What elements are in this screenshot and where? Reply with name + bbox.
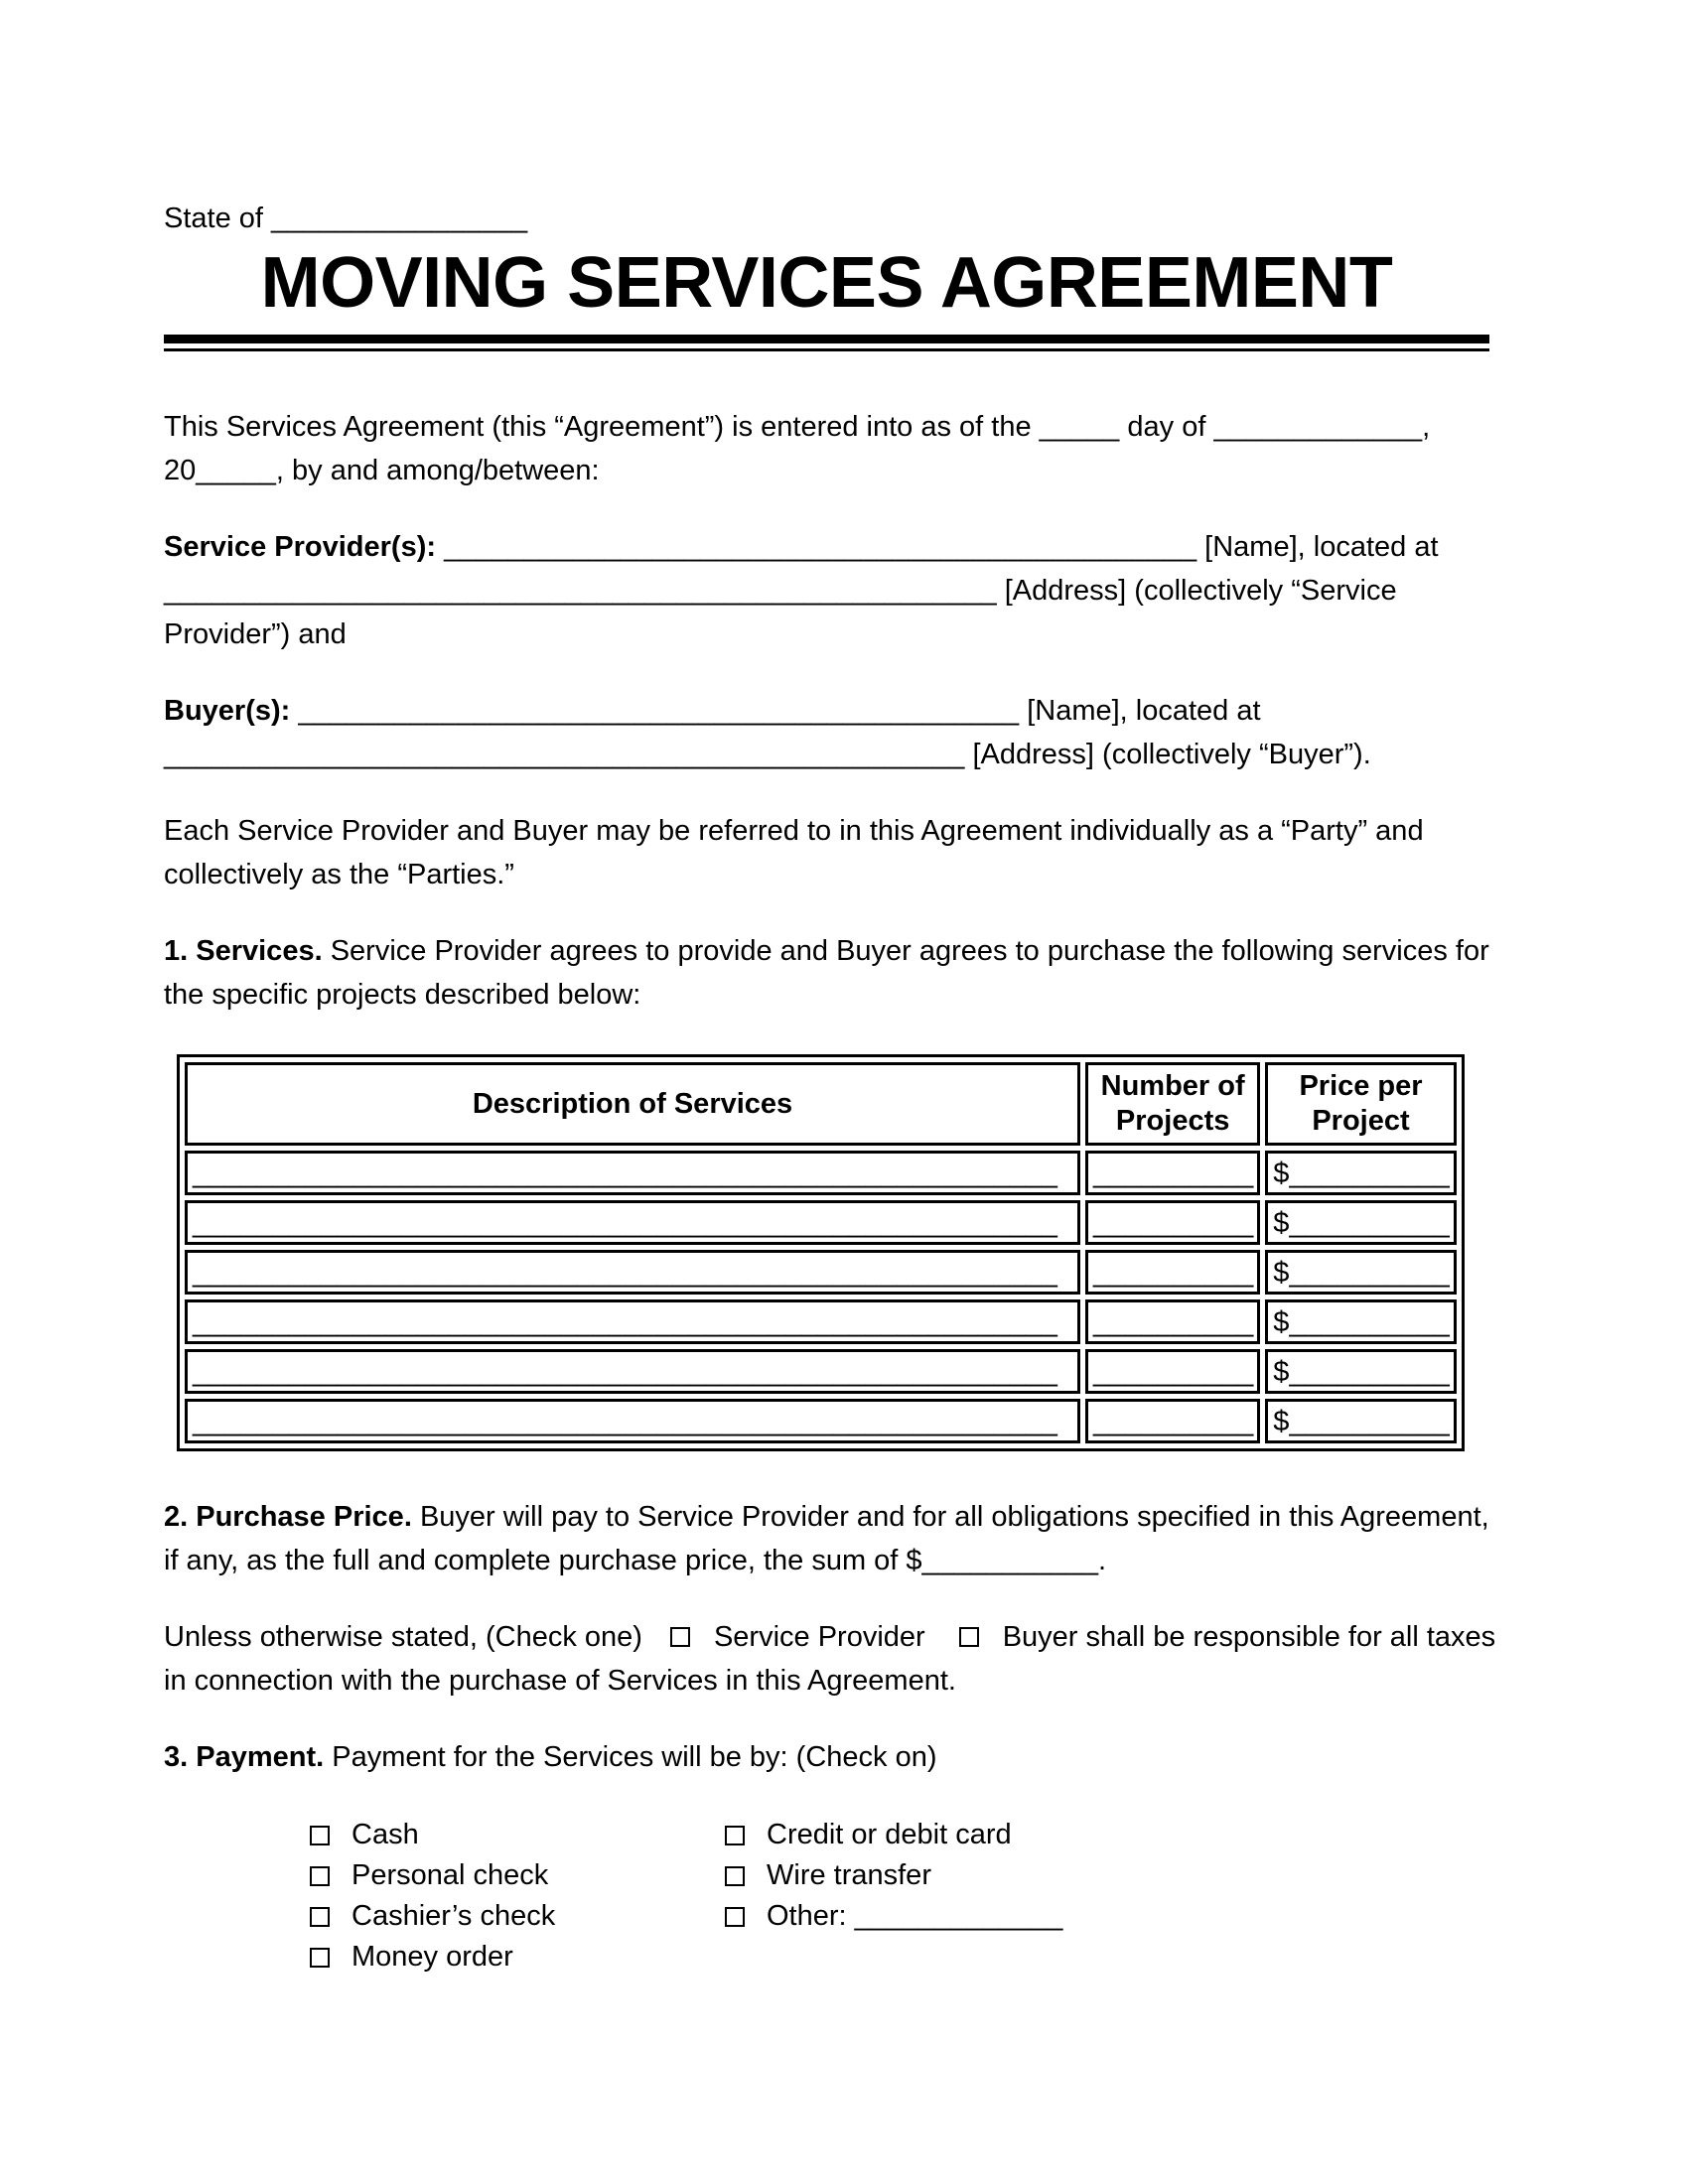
table-row — [185, 1299, 1457, 1344]
buyer-name-blank-field[interactable]: _____________________________________________ — [298, 695, 1020, 727]
dollar-sign: $ — [1273, 1306, 1290, 1338]
services-paragraph — [164, 929, 1489, 1017]
purchase-price-line-2 — [164, 1539, 1489, 1582]
price-blank-field[interactable]: __________ — [1289, 1306, 1450, 1338]
description-cell[interactable] — [185, 1200, 1080, 1245]
payment-paragraph — [164, 1735, 1489, 1779]
other-label — [767, 1900, 1062, 1933]
state-of-line — [164, 197, 1489, 240]
service-provider-line-3 — [164, 613, 1489, 656]
buyer-paragraph — [164, 689, 1489, 776]
table-row — [185, 1151, 1457, 1195]
price-blank-field[interactable]: __________ — [1289, 1207, 1450, 1239]
number-cell[interactable] — [1085, 1151, 1260, 1195]
description-blank-field[interactable]: ______________________________________________________ — [193, 1207, 1057, 1239]
services-section-label: 1. Services. — [164, 935, 331, 967]
taxes-line-2: in connection with the purchase of Services in this Agreement. — [164, 1665, 956, 1697]
payment-options-left-column — [310, 1815, 725, 1978]
purchase-price-text: if any, as the full and complete purchase price, the sum of $ — [164, 1545, 922, 1576]
price-cell[interactable] — [1265, 1349, 1456, 1394]
state-blank-field[interactable]: ________________ — [271, 203, 528, 234]
table-row — [185, 1200, 1457, 1245]
list-item — [310, 1896, 725, 1937]
taxes-line-1 — [164, 1615, 1496, 1659]
purchase-price-section-label: 2. Purchase Price. — [164, 1501, 420, 1533]
description-cell[interactable] — [185, 1250, 1080, 1295]
intro-text: , — [1422, 411, 1431, 443]
intro-text: 20 — [164, 455, 197, 486]
state-of-label: State of — [164, 203, 272, 234]
column-header-description: Description of Services — [185, 1062, 1080, 1146]
cashiers-check-label: Cashier’s check — [352, 1900, 556, 1932]
buyer-text: [Name], located at — [1019, 695, 1261, 727]
services-table — [177, 1054, 1465, 1451]
number-blank-field[interactable]: __________ — [1093, 1306, 1254, 1338]
dollar-sign: $ — [1273, 1406, 1290, 1437]
services-text: Service Provider agrees to provide and Buyer agrees to purchase the following services for — [330, 935, 1489, 967]
service-provider-line-1 — [164, 525, 1489, 569]
buyer-line-1 — [164, 689, 1489, 733]
dollar-sign: $ — [1273, 1158, 1290, 1189]
cashiers-check-checkbox[interactable] — [310, 1907, 330, 1927]
other-blank-field[interactable]: _____________ — [854, 1900, 1063, 1932]
services-line-1 — [164, 929, 1489, 973]
service-provider-text: Provider”) and — [164, 618, 347, 650]
personal-check-label: Personal check — [352, 1859, 549, 1891]
services-line-2 — [164, 973, 1489, 1017]
cash-label: Cash — [352, 1819, 419, 1850]
service-provider-label: Service Provider(s): — [164, 531, 445, 563]
service-provider-address-blank-field[interactable]: ____________________________________________________ — [164, 575, 997, 607]
cash-checkbox[interactable] — [310, 1826, 330, 1845]
purchase-price-text: Buyer will pay to Service Provider and for all obligations specified in this Agreement, — [419, 1501, 1489, 1533]
list-item — [725, 1896, 1062, 1937]
price-blank-field[interactable]: __________ — [1289, 1158, 1450, 1189]
number-blank-field[interactable]: __________ — [1093, 1158, 1254, 1189]
taxes-option-service-provider-label: Service Provider — [713, 1621, 925, 1653]
intro-paragraph — [164, 405, 1489, 492]
number-blank-field[interactable]: __________ — [1093, 1207, 1254, 1239]
payment-text: Payment for the Services will be by: (Check on) — [332, 1741, 937, 1773]
year-blank-field[interactable]: _____ — [196, 455, 276, 486]
title-divider — [164, 335, 1489, 351]
dollar-sign: $ — [1273, 1356, 1290, 1388]
list-item — [310, 1855, 725, 1896]
services-table-header-row — [185, 1062, 1457, 1146]
description-blank-field[interactable]: ______________________________________________________ — [193, 1406, 1057, 1437]
parties-paragraph — [164, 809, 1489, 896]
purchase-price-line-1 — [164, 1495, 1489, 1539]
column-header-number-of-projects: Number of Projects — [1085, 1062, 1260, 1146]
list-item — [725, 1855, 1062, 1896]
payment-options-list — [310, 1815, 1489, 1978]
dollar-sign: $ — [1273, 1207, 1290, 1239]
number-cell[interactable] — [1085, 1200, 1260, 1245]
table-row — [185, 1349, 1457, 1394]
taxes-text: Buyer shall be responsible for all taxes — [1002, 1621, 1496, 1653]
price-cell[interactable] — [1265, 1151, 1456, 1195]
number-cell[interactable] — [1085, 1250, 1260, 1295]
description-cell[interactable] — [185, 1299, 1080, 1344]
service-provider-text: [Address] (collectively “Service — [996, 575, 1397, 607]
column-header-price-per-project: Price per Project — [1265, 1062, 1456, 1146]
description-cell[interactable] — [185, 1151, 1080, 1195]
description-blank-field[interactable]: ______________________________________________________ — [193, 1158, 1057, 1189]
taxes-paragraph — [164, 1615, 1496, 1703]
credit-or-debit-card-label: Credit or debit card — [767, 1819, 1012, 1850]
purchase-price-paragraph — [164, 1495, 1489, 1582]
money-order-label: Money order — [352, 1941, 513, 1973]
day-blank-field[interactable]: _____ — [1039, 411, 1120, 443]
number-cell[interactable] — [1085, 1299, 1260, 1344]
buyer-checkbox[interactable] — [959, 1627, 979, 1647]
purchase-price-text: . — [1097, 1545, 1107, 1576]
description-cell[interactable] — [185, 1399, 1080, 1443]
price-blank-field[interactable]: __________ — [1289, 1356, 1450, 1388]
purchase-sum-blank-field[interactable]: ___________ — [921, 1545, 1098, 1576]
description-blank-field[interactable]: ______________________________________________________ — [193, 1356, 1057, 1388]
dollar-sign: $ — [1273, 1257, 1290, 1289]
price-cell[interactable] — [1265, 1250, 1456, 1295]
price-blank-field[interactable]: __________ — [1289, 1406, 1450, 1437]
personal-check-checkbox[interactable] — [310, 1866, 330, 1886]
description-blank-field[interactable]: ______________________________________________________ — [193, 1306, 1057, 1338]
wire-transfer-checkbox[interactable] — [725, 1866, 745, 1886]
parties-line-2: collectively as the “Parties.” — [164, 859, 514, 890]
table-row — [185, 1399, 1457, 1443]
taxes-text: Unless otherwise stated, (Check one) — [164, 1621, 642, 1653]
price-blank-field[interactable]: __________ — [1289, 1257, 1450, 1289]
service-provider-paragraph — [164, 525, 1489, 656]
payment-line — [164, 1735, 1489, 1779]
price-cell[interactable] — [1265, 1399, 1456, 1443]
intro-text: day of — [1119, 411, 1214, 443]
intro-line-2 — [164, 449, 1489, 492]
service-provider-text: [Name], located at — [1196, 531, 1439, 563]
wire-transfer-label: Wire transfer — [767, 1859, 931, 1891]
credit-or-debit-card-checkbox[interactable] — [725, 1826, 745, 1845]
payment-section-label: 3. Payment. — [164, 1741, 333, 1773]
service-provider-checkbox[interactable] — [670, 1627, 690, 1647]
number-blank-field[interactable]: __________ — [1093, 1356, 1254, 1388]
buyer-line-2 — [164, 733, 1489, 776]
list-item — [310, 1815, 725, 1855]
service-provider-line-2 — [164, 569, 1489, 613]
price-cell[interactable] — [1265, 1299, 1456, 1344]
number-blank-field[interactable]: __________ — [1093, 1406, 1254, 1437]
buyer-text: [Address] (collectively “Buyer”). — [964, 739, 1371, 770]
intro-text: This Services Agreement (this “Agreement”) is entered into as of the — [164, 411, 1040, 443]
description-cell[interactable] — [185, 1349, 1080, 1394]
description-blank-field[interactable]: ______________________________________________________ — [193, 1257, 1057, 1289]
number-cell[interactable] — [1085, 1399, 1260, 1443]
parties-line-1: Each Service Provider and Buyer may be referred to in this Agreement individually as a “Party” and — [164, 815, 1424, 847]
services-text: the specific projects described below: — [164, 979, 641, 1011]
number-blank-field[interactable]: __________ — [1093, 1257, 1254, 1289]
buyer-address-blank-field[interactable]: __________________________________________________ — [164, 739, 965, 770]
list-item — [725, 1815, 1062, 1855]
other-label-text: Other: — [767, 1900, 855, 1932]
table-row — [185, 1250, 1457, 1295]
money-order-checkbox[interactable] — [310, 1948, 330, 1968]
intro-line-1 — [164, 405, 1489, 449]
payment-options-right-column — [725, 1815, 1062, 1978]
other-checkbox[interactable] — [725, 1907, 745, 1927]
list-item — [310, 1937, 725, 1978]
page-title: MOVING SERVICES AGREEMENT — [260, 243, 1393, 323]
price-cell[interactable] — [1265, 1200, 1456, 1245]
number-cell[interactable] — [1085, 1349, 1260, 1394]
buyer-label: Buyer(s): — [164, 695, 299, 727]
service-provider-name-blank-field[interactable]: _______________________________________________ — [444, 531, 1197, 563]
intro-text: , by and among/between: — [275, 455, 600, 486]
month-blank-field[interactable]: _____________ — [1213, 411, 1423, 443]
